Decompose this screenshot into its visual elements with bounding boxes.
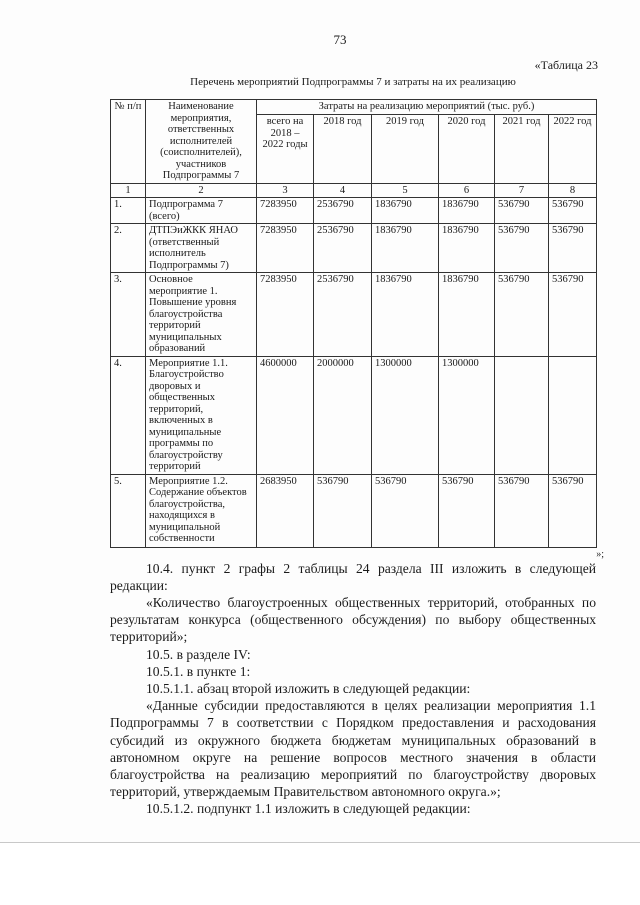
- row-value: [495, 356, 549, 474]
- col-number: 2: [146, 183, 257, 198]
- table-row: [111, 273, 597, 357]
- row-value: [549, 356, 597, 474]
- header-costs: Затраты на реализацию мероприятий (тыс. руб.): [257, 100, 597, 115]
- row-value: 1836790: [372, 273, 439, 357]
- row-value: 2536790: [314, 273, 372, 357]
- row-value: 2536790: [314, 224, 372, 273]
- header-2018: 2018 год: [314, 115, 372, 183]
- row-value: 536790: [439, 474, 495, 547]
- row-value: 2536790: [314, 198, 372, 224]
- costs-table: [110, 99, 597, 548]
- row-value: 536790: [495, 198, 549, 224]
- row-value: 536790: [314, 474, 372, 547]
- table-caption: Перечень мероприятий Подпрограммы 7 и затраты на их реализацию: [190, 76, 516, 88]
- header-num: № п/п: [111, 100, 146, 184]
- row-value: 1836790: [372, 198, 439, 224]
- row-value: 1300000: [372, 356, 439, 474]
- row-value: 536790: [549, 474, 597, 547]
- paragraph: 10.5.1.1. абзац второй изложить в следующей редакции:: [146, 680, 471, 696]
- row-value: 7283950: [257, 224, 314, 273]
- col-number: 1: [111, 183, 146, 198]
- header-2020: 2020 год: [439, 115, 495, 183]
- row-name: ДТПЭиЖКК ЯНАО (ответственный исполнитель Подпрограммы 7): [146, 224, 257, 273]
- row-name: Подпрограмма 7 (всего): [146, 198, 257, 224]
- paragraph: «Данные субсидии предоставляются в целях реализации мероприятия 1.1 Подпрограммы 7 в соответствии с Порядком предоставления и расходования субсидий из окружного бюджета бюджетам муниципальных образований в автономном округе на решение вопросов местного значения в области благоустройства на реализацию мероприятий по благоустройству дворовых территорий, утверждаемым Правительством автономного округа.»;: [110, 698, 596, 800]
- row-name: Основное мероприятие 1. Повышение уровня благоустройства территорий муниципальных образований: [146, 273, 257, 357]
- table-reference: «Таблица 23: [534, 58, 598, 72]
- row-value: 4600000: [257, 356, 314, 474]
- header-name: Наименование мероприятия, ответственных исполнителей (соисполнителей), участников Подпрограммы 7: [146, 100, 257, 184]
- row-value: 1836790: [439, 198, 495, 224]
- row-value: 536790: [549, 273, 597, 357]
- col-number: 8: [549, 183, 597, 198]
- row-value: 7283950: [257, 198, 314, 224]
- col-number: 4: [314, 183, 372, 198]
- paragraph: «Количество благоустроенных общественных территорий, отобранных по результатам конкурса (общественного обсуждения) по выбору общественных территорий»;: [110, 594, 596, 645]
- paragraph: 10.5.1. в пункте 1:: [146, 663, 251, 679]
- col-number: 7: [495, 183, 549, 198]
- row-value: 7283950: [257, 273, 314, 357]
- header-2022: 2022 год: [549, 115, 597, 183]
- row-name: Мероприятие 1.1. Благоустройство дворовых и общественных территорий, включенных в муниципальные программы по благоустройству территорий: [146, 356, 257, 474]
- paragraph: 10.5.1.2. подпункт 1.1 изложить в следующей редакции:: [146, 801, 471, 817]
- row-num: 4.: [111, 356, 146, 474]
- row-num: 2.: [111, 224, 146, 273]
- row-value: 536790: [372, 474, 439, 547]
- paragraph: 10.4. пункт 2 графы 2 таблицы 24 раздела III изложить в следующей редакции:: [110, 560, 596, 593]
- page-content: [110, 0, 604, 818]
- row-num: 1.: [111, 198, 146, 224]
- col-number: 6: [439, 183, 495, 198]
- row-value: 2000000: [314, 356, 372, 474]
- body-text: [110, 560, 596, 818]
- row-value: 536790: [495, 224, 549, 273]
- header-2019: 2019 год: [372, 115, 439, 183]
- table-row: [111, 224, 597, 273]
- closing-quote: »;: [596, 548, 604, 560]
- col-number: 3: [257, 183, 314, 198]
- page-number: 73: [333, 32, 347, 47]
- row-value: 1300000: [439, 356, 495, 474]
- row-value: 1836790: [439, 273, 495, 357]
- paragraph: 10.5. в разделе IV:: [146, 646, 251, 662]
- row-value: 536790: [495, 273, 549, 357]
- row-value: 2683950: [257, 474, 314, 547]
- row-num: 5.: [111, 474, 146, 547]
- row-value: 1836790: [372, 224, 439, 273]
- header-total: всего на 2018 – 2022 годы: [257, 115, 314, 183]
- table-row: [111, 356, 597, 474]
- col-number: 5: [372, 183, 439, 198]
- column-number-row: [111, 183, 597, 198]
- table-row: [111, 198, 597, 224]
- row-value: 1836790: [439, 224, 495, 273]
- row-value: 536790: [495, 474, 549, 547]
- row-value: 536790: [549, 198, 597, 224]
- row-name: Мероприятие 1.2. Содержание объектов благоустройства, находящихся в муниципальной собственности: [146, 474, 257, 547]
- row-num: 3.: [111, 273, 146, 357]
- header-2021: 2021 год: [495, 115, 549, 183]
- table-row: [111, 474, 597, 547]
- row-value: 536790: [549, 224, 597, 273]
